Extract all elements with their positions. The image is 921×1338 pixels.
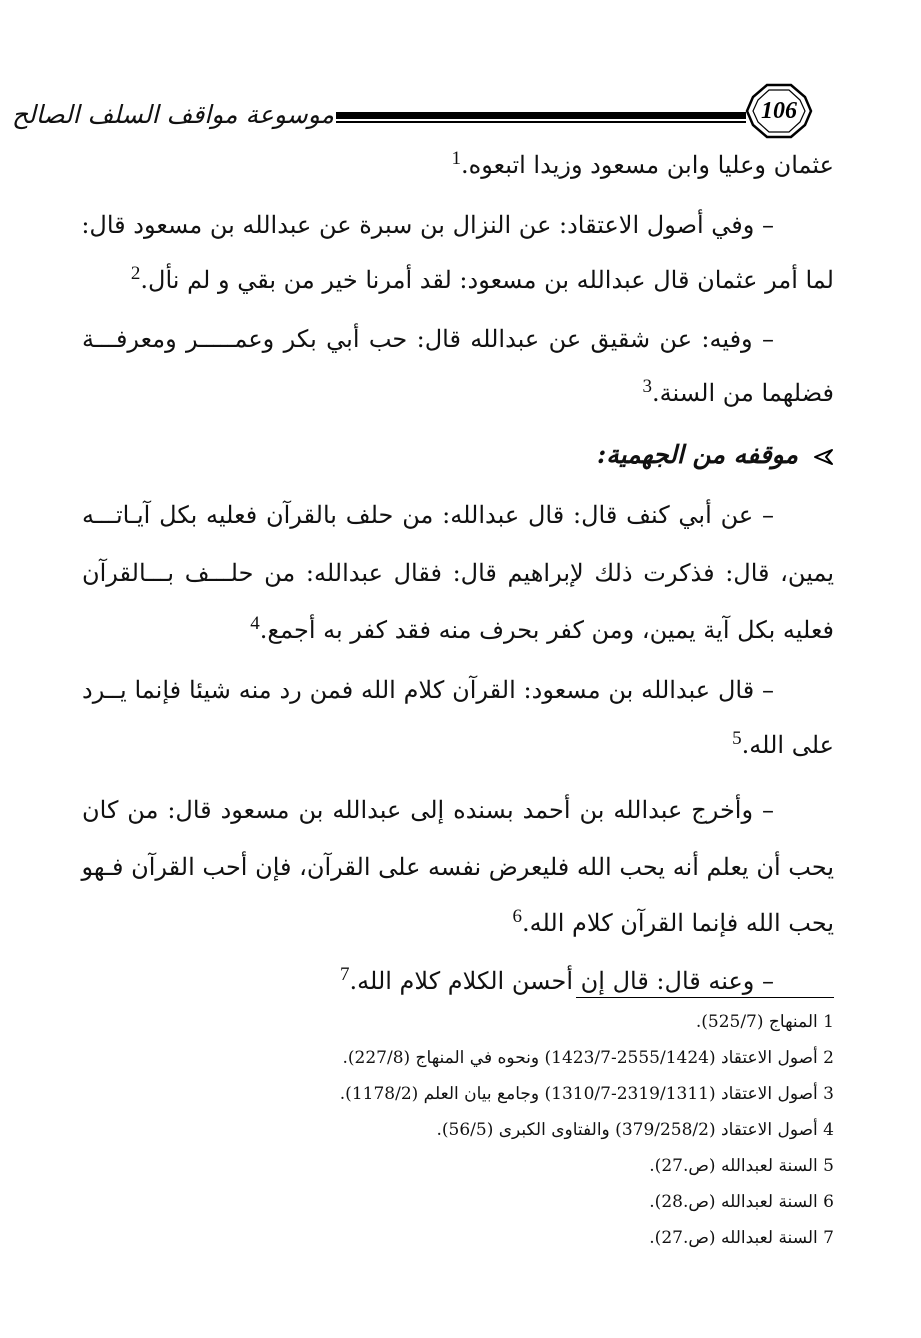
text-line: – وفي أصول الاعتقاد: عن النزال بن سبرة عن عبدالله بن مسعود قال:	[81, 211, 774, 239]
footnote-ref: 4	[250, 613, 260, 634]
footnote-number: 2	[823, 1048, 834, 1068]
text-line: فضلهما من السنة.$^3$	[642, 376, 834, 407]
page-number: 106	[761, 98, 797, 124]
text-line: لما أمر عثمان قال عبدالله بن مسعود: لقد أمرنا خير من بقي و لم نأل.$^2$	[130, 263, 834, 294]
arrowhead-icon	[812, 448, 834, 466]
footnote-text: أصول الاعتقاد (379/258/2) والفتاوى الكبرى (56/5).	[436, 1120, 818, 1140]
footnote-number: 1	[823, 1012, 834, 1032]
footnote-text: أصول الاعتقاد (2319/1311-1310/7) وجامع بيان العلم (1178/2).	[339, 1084, 818, 1104]
footnote-text: المنهاج (525/7).	[695, 1012, 818, 1032]
text-line: – قال عبدالله بن مسعود: القرآن كلام الله فمن رد منه شيئا فإنما يــرد	[82, 676, 774, 704]
footnote	[274, 1149, 834, 1183]
section-heading: موقفه من الجهمية:	[597, 440, 798, 469]
footnote-number: 7	[823, 1228, 834, 1248]
footnote-ref: 3	[642, 376, 652, 397]
page-header	[0, 0, 921, 150]
footnote-separator	[576, 997, 834, 998]
text-line: – وأخرج عبدالله بن أحمد بسنده إلى عبدالله بن مسعود قال: من كان	[82, 796, 774, 824]
text-line: فعليه بكل آية يمين، ومن كفر بحرف منه فقد كفر به أجمع.$^4$	[250, 613, 834, 644]
footnote-ref: 7	[340, 964, 350, 985]
footnote-text: السنة لعبدالله (ص.27).	[649, 1156, 818, 1176]
text-line: عثمان وعليا وابن مسعود وزيدا اتبعوه.$^1$	[451, 148, 834, 179]
footnote	[274, 1221, 834, 1255]
footnote-text: أصول الاعتقاد (2555/1424-1423/7) ونحوه في المنهاج (227/8).	[342, 1048, 818, 1068]
footnote-ref: 5	[732, 728, 742, 749]
text-line: – عن أبي كنف قال: قال عبدالله: من حلف بالقرآن فعليه بكل آيـاتـــه	[82, 501, 774, 529]
header-rule-thin	[336, 121, 746, 123]
header-rule	[336, 112, 746, 124]
text-line: يحب الله فإنما القرآن كلام الله.$^6$	[512, 906, 834, 937]
footnote-number: 3	[823, 1084, 834, 1104]
footnote-text: السنة لعبدالله (ص.27).	[649, 1228, 818, 1248]
footnote	[274, 1113, 834, 1147]
text-line: يحب أن يعلم أنه يحب الله فليعرض نفسه على القرآن، فإن أحب القرآن فـهو	[81, 853, 834, 881]
book-title: موسوعة مواقف السلف الصالح	[11, 100, 334, 129]
footnote-number: 5	[823, 1156, 834, 1176]
text-line: – وعنه قال: قال إن أحسن الكلام كلام الله.$^7$	[340, 964, 774, 995]
section-heading-line	[82, 426, 834, 484]
footnote	[274, 1185, 834, 1219]
text-line: يمين، قال: فذكرت ذلك لإبراهيم قال: فقال عبدالله: من حلـــف بـــالقرآن	[82, 559, 834, 587]
footnote-ref: 2	[130, 263, 141, 284]
footnote	[274, 1077, 834, 1111]
footnote-number: 4	[823, 1120, 834, 1140]
footnote-number: 6	[823, 1192, 834, 1212]
page-number-badge	[745, 82, 813, 140]
footnote-text: السنة لعبدالله (ص.28).	[649, 1192, 818, 1212]
footnote-ref: 1	[451, 148, 462, 169]
footnote-ref: 6	[512, 906, 522, 927]
header-rule-thick	[336, 112, 746, 119]
footnote	[274, 1041, 834, 1075]
text-line: – وفيه: عن شقيق عن عبدالله قال: حب أبي بكر وعمـــــر ومعرفـــة	[82, 325, 774, 353]
text-line: على الله.$^5$	[732, 728, 834, 759]
footnote	[274, 1005, 834, 1039]
